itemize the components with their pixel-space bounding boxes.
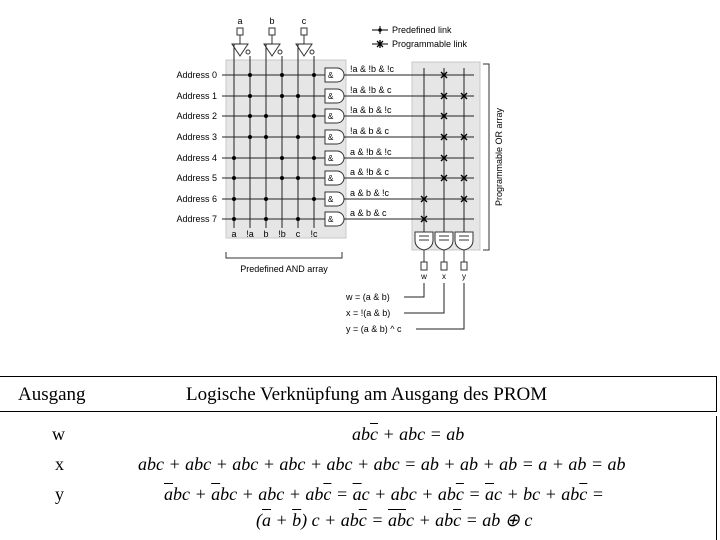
predefined-link-icon bbox=[378, 28, 382, 32]
equations bbox=[345, 292, 402, 334]
column-label: !a bbox=[246, 229, 254, 239]
and-array-background bbox=[226, 60, 346, 238]
output-label-y: y bbox=[462, 272, 466, 281]
row-label-w: w bbox=[52, 424, 65, 444]
term-label: !a & b & c bbox=[350, 126, 390, 136]
and-array-bracket bbox=[226, 252, 342, 258]
output-label-x: x bbox=[442, 272, 446, 281]
address-label: Address 6 bbox=[176, 194, 217, 204]
term-label: a & !b & !c bbox=[350, 147, 392, 157]
term-label: a & !b & c bbox=[350, 167, 390, 177]
term-labels bbox=[350, 64, 395, 218]
or-gates bbox=[415, 232, 473, 270]
and-array-label: Predefined AND array bbox=[240, 264, 328, 274]
row-label-y: y bbox=[55, 484, 64, 504]
and-gate-symbol: & bbox=[328, 112, 334, 121]
address-label: Address 7 bbox=[176, 214, 217, 224]
and-gate-symbol: & bbox=[328, 215, 334, 224]
equation-x: x = !(a & b) bbox=[346, 308, 391, 318]
or-array-bracket bbox=[483, 64, 489, 250]
address-label: Address 2 bbox=[176, 111, 217, 121]
equation-y: y = (a & b) ^ c bbox=[346, 324, 402, 334]
table-right-border bbox=[716, 416, 717, 540]
term-label: !a & b & !c bbox=[350, 105, 392, 115]
address-label: Address 4 bbox=[176, 153, 217, 163]
and-gate-symbol: & bbox=[328, 154, 334, 163]
legend bbox=[372, 25, 468, 49]
legend-programmable: Programmable link bbox=[392, 39, 468, 49]
term-label: a & b & !c bbox=[350, 188, 390, 198]
formula-x: abc + abc + abc + abc + abc + abc = ab + ab + ab = a + ab = ab bbox=[138, 454, 626, 474]
term-label: !a & !b & c bbox=[350, 85, 392, 95]
address-label: Address 3 bbox=[176, 132, 217, 142]
output-label-w: w bbox=[421, 272, 427, 281]
and-gate-symbol: & bbox=[328, 71, 334, 80]
formula-y-line2: $(\overline{a} + \overline{b}) c + ab\overline{c} = \overline{ab}c + ab\overline{c}$ = ab ⊕ c bbox=[256, 510, 533, 530]
column-label: a bbox=[231, 229, 237, 239]
formula-y-line1: $\overline{a}bc + \overline{a}bc$ + abc + $ab\overline{c} = \overline{a}c$ + abc + $ab\overline{c} = \overline{a}c$ + bc + $ab\overline{c}$ = bbox=[164, 484, 604, 504]
column-label: b bbox=[263, 229, 269, 239]
and-gate-symbol: & bbox=[328, 174, 334, 183]
input-label-b: b bbox=[269, 16, 275, 26]
logic-table bbox=[0, 376, 720, 540]
header-verknuepfung: Logische Verknüpfung am Ausgang des PROM bbox=[186, 384, 548, 405]
equation-leaders bbox=[404, 283, 464, 329]
output-labels bbox=[420, 272, 466, 281]
address-label: Address 1 bbox=[176, 91, 217, 101]
address-label: Address 0 bbox=[176, 70, 217, 80]
input-label-c: c bbox=[301, 16, 307, 26]
and-gate-symbol: & bbox=[328, 92, 334, 101]
column-label: !b bbox=[278, 229, 286, 239]
header-ausgang: Ausgang bbox=[18, 384, 86, 405]
row-label-x: x bbox=[55, 454, 64, 474]
column-label: !c bbox=[310, 229, 318, 239]
formula-w: $ab\overline{c}$ + abc = ab bbox=[352, 424, 465, 444]
table-header bbox=[0, 376, 717, 412]
and-gate-symbol: & bbox=[328, 133, 334, 142]
equation-w: w = (a & b) bbox=[346, 292, 390, 302]
term-label: a & b & c bbox=[350, 208, 387, 218]
or-array-label: Programmable OR array bbox=[494, 107, 504, 207]
legend-predefined: Predefined link bbox=[392, 25, 452, 35]
address-label: Address 5 bbox=[176, 173, 217, 183]
address-labels bbox=[176, 70, 217, 224]
input-label-a: a bbox=[237, 16, 243, 26]
and-gate-symbol: & bbox=[328, 195, 334, 204]
term-label: !a & !b & !c bbox=[350, 64, 395, 74]
input-buffers bbox=[232, 16, 314, 56]
column-label: c bbox=[295, 229, 301, 239]
